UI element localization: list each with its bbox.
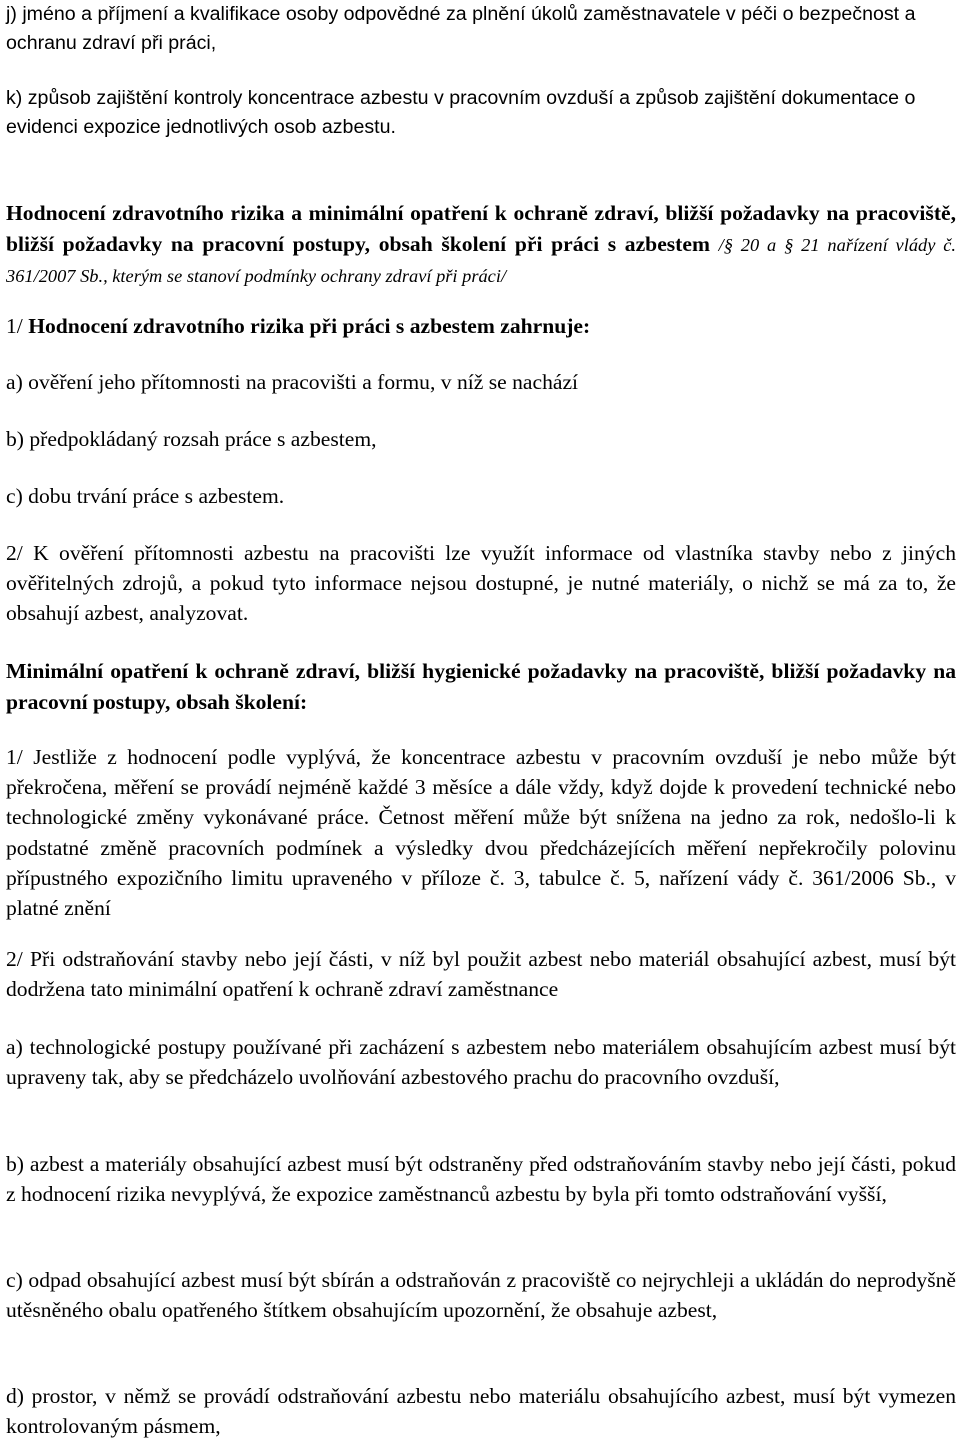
section1-item-a: a) ověření jeho přítomnosti na pracovišti a formu, v níž se nachází (6, 370, 579, 394)
section2-heading: Minimální opatření k ochraně zdraví, bližší hygienické požadavky na pracoviště, bližší požadavky na pracovní postupy, obsah školení: (6, 659, 956, 714)
section1-item-b: b) předpokládaný rozsah práce s azbestem, (6, 427, 377, 451)
section1-point1 (6, 311, 956, 341)
section1-point2: 2/ K ověření přítomnosti azbestu na pracovišti lze využít informace od vlastníka stavby nebo z jiných ověřitelných zdrojů, a pokud tyto informace nejsou dostupné, je nutné materiály, o nichž se má za to, že obsahují azbest, analyzovat. (6, 541, 956, 626)
item-j: j) jméno a příjmení a kvalifikace osoby odpovědné za plnění úkolů zaměstnavatele v péči o bezpečnost a ochranu zdraví při práci, (6, 3, 916, 54)
item-k: k) způsob zajištění kontroly koncentrace azbestu v pracovním ovzduší a způsob zajištění dokumentace o evidenci expozice jednotlivých osob azbestu. (6, 87, 916, 138)
section1-reference-b: , kterým se stanoví podmínky ochrany zdraví při práci/ (103, 266, 507, 286)
section1-point1-number: 1/ (6, 314, 23, 338)
section1-item-c: c) dobu trvání práce s azbestem. (6, 484, 285, 508)
section1-reference-a: /§ 20 a § 21 nařízení vlády č. 361/2007 Sb. (6, 234, 956, 286)
section2-item-c: c) odpad obsahující azbest musí být sbírán a odstraňován z pracoviště co nejrychleji a ukládán do neprodyšně utěsněného obalu opatřeného štítkem obsahujícím upozornění, že obsahuje azbest, (6, 1268, 956, 1323)
section1-heading-text: Hodnocení zdravotního rizika a minimální opatření k ochraně zdraví, bližší požadavky na pracoviště, bližší požadavky na pracovní postupy, obsah školení při práci s azbestem (6, 201, 956, 256)
section2-item-d: d) prostor, v němž se provádí odstraňování azbestu nebo materiálu obsahujícího azbest, musí být vymezen kontrolovaným pásmem, (6, 1384, 956, 1439)
section1-point1-title: Hodnocení zdravotního rizika při práci s azbestem zahrnuje: (22, 314, 591, 338)
section2-item-b: b) azbest a materiály obsahující azbest musí být odstraněny před odstraňováním stavby nebo její části, pokud z hodnocení rizika nevyplývá, že expozice zaměstnanců azbestu by byla při tomto odstraňování vyšší, (6, 1152, 956, 1207)
section2-point2: 2/ Při odstraňování stavby nebo její části, v níž byl použit azbest nebo materiál obsahující azbest, musí být dodržena tato minimální opatření k ochraně zdraví zaměstnance (6, 947, 956, 1002)
section2-point1: 1/ Jestliže z hodnocení podle vyplývá, že koncentrace azbestu v pracovním ovzduší je nebo může být překročena, měření se provádí nejméně každé 3 měsíce a dále vždy, když dojde k provedení technické nebo technologické změny vykonávané práce. Četnost měření může být snížena na jedno za rok, nedošlo-li k podstatné změně pracovních podmínek a výsledky dvou předcházejících měření nepřekročily polovinu přípustného expozičního limitu upraveného v příloze č. 3, tabulce č. 5, nařízení vády č. 361/2006 Sb., v platné znění (6, 745, 956, 921)
section1-heading (6, 198, 956, 292)
section2-item-a: a) technologické postupy používané při zacházení s azbestem nebo materiálem obsahujícím azbest musí být upraveny tak, aby se předcházelo uvolňování azbestového prachu do pracovního ovzduší, (6, 1035, 956, 1090)
